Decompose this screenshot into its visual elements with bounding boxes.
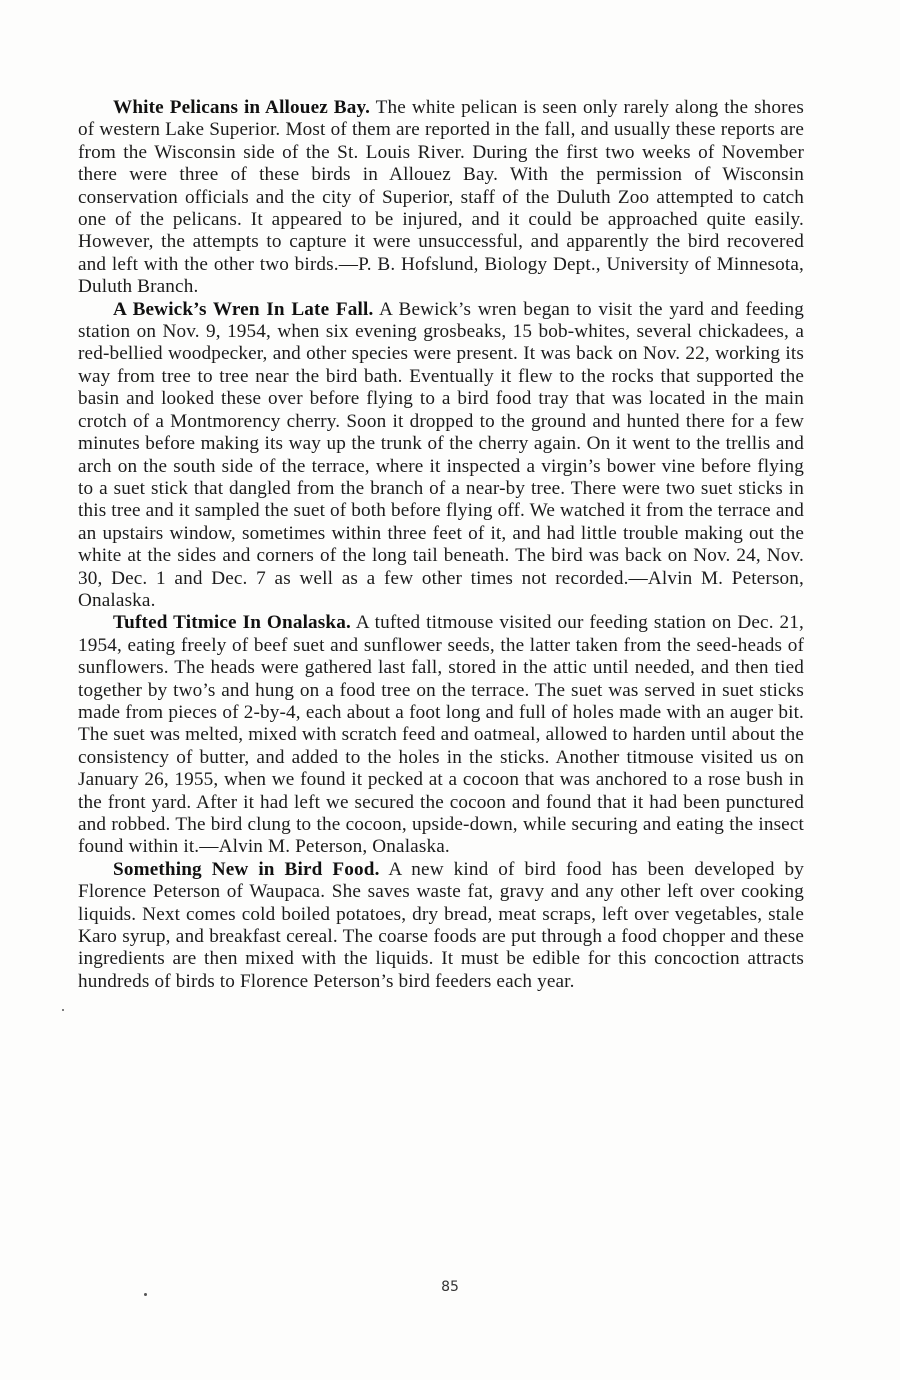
- article-bird-food: [78, 859, 804, 993]
- article-tufted-titmice: [78, 612, 804, 858]
- page-number: 85: [441, 1279, 459, 1295]
- article-body: The white pelican is seen only rarely along the shores of western Lake Superior. Most of them are reported in the fall, and usually these reports are from the Wisconsin side of the St. Louis River. During the first two weeks of November there were three of these birds in Allouez Bay. With the permission of Wisconsin conservation officials and the city of Superior, staff of the Duluth Zoo attempted to catch one of the pelicans. It appeared to be injured, and it could be approached quite easily. However, the attempts to capture it were unsuccessful, and apparently the bird recovered and left with the other two birds.—P. B. Hofslund, Biology Dept., University of Minnesota, Duluth Branch.: [78, 97, 804, 298]
- print-speck: [62, 1009, 64, 1011]
- article-column: [78, 97, 804, 993]
- article-body: A new kind of bird food has been developed by Florence Peterson of Waupaca. She saves waste fat, gravy and any other left over cooking liquids. Next comes cold boiled potatoes, dry bread, meat scraps, left over vegetables, stale Karo syrup, and breakfast cereal. The coarse foods are put through a food chopper and these ingredients are then mixed with the liquids. It must be edible for this concoction attracts hundreds of birds to Florence Peterson’s bird feeders each year.: [78, 858, 804, 992]
- article-title: Tufted Titmice In Onalaska.: [113, 612, 351, 634]
- print-speck: [144, 1293, 147, 1296]
- article-title: Something New in Bird Food.: [113, 858, 380, 880]
- article-body: A Bewick’s wren began to visit the yard and feeding station on Nov. 9, 1954, when six evening grosbeaks, 15 bob-whites, several chickadees, a red-bellied woodpecker, and other species were present. It was back on Nov. 22, working its way from tree to tree near the bird bath. Eventually it flew to the rocks that supported the basin and looked these over before flying to a bird food tray that was located in the main crotch of a Montmorency cherry. Soon it dropped to the ground and hunted there for a few minutes before making its way up the trunk of the cherry again. On it went to the trellis and arch on the south side of the terrace, where it inspected a virgin’s bower vine before flying to a suet stick that dangled from the branch of a near-by tree. There were two suet sticks in this tree and it sampled the suet of both before flying off. We watched it from the terrace and an upstairs window, sometimes within three feet of it, and had little trouble making out the white at the sides and corners of the long tail beneath. The bird was back on Nov. 24, Nov. 30, Dec. 1 and Dec. 7 as well as a few other times not recorded.—Alvin M. Peterson, Onalaska.: [78, 298, 804, 611]
- article-body: A tufted titmouse visited our feeding station on Dec. 21, 1954, eating freely of beef suet and sunflower seeds, the latter taken from the seed-heads of sunflowers. The heads were gathered last fall, stored in the attic until needed, and then tied together by two’s and hung on a food tree on the terrace. The suet was served in suet sticks made from pieces of 2-by-4, each about a foot long and full of holes made with an auger bit. The suet was melted, mixed with scratch feed and oatmeal, allowed to harden until about the consistency of butter, and added to the holes in the sticks. Another titmouse visited us on January 26, 1955, when we found it pecked at a cocoon that was anchored to a rose bush in the front yard. After it had left we secured the cocoon and found that it had been punctured and robbed. The bird clung to the cocoon, upside-down, while securing and eating the insect found within it.—Alvin M. Peterson, Onalaska.: [78, 612, 804, 858]
- article-bewicks-wren: [78, 299, 804, 613]
- article-title: A Bewick’s Wren In Late Fall.: [113, 298, 374, 320]
- article-white-pelicans: [78, 97, 804, 299]
- article-title: White Pelicans in Allouez Bay.: [113, 97, 371, 118]
